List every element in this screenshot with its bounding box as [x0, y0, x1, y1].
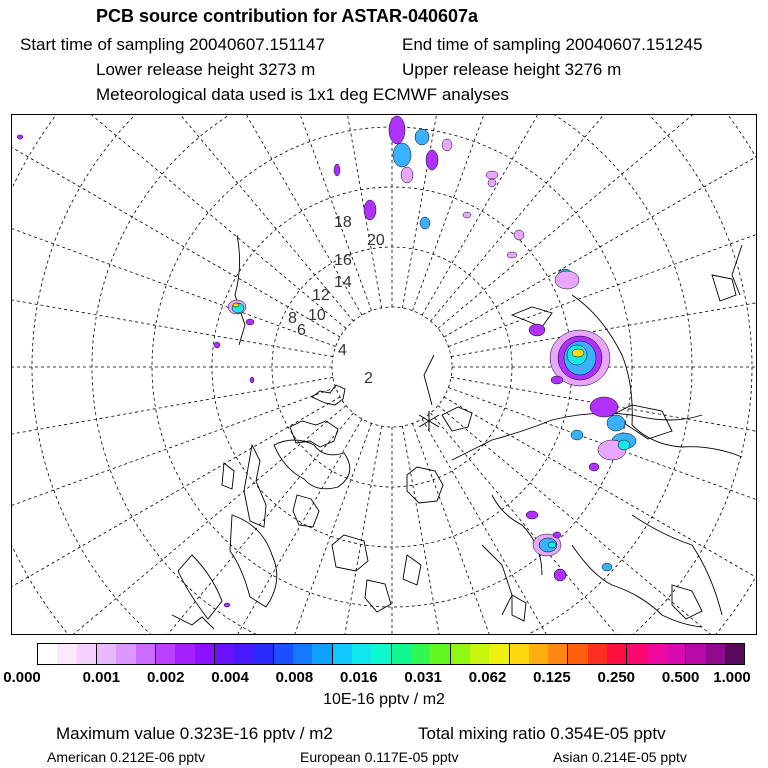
plume-blob — [607, 415, 625, 431]
plume-blob — [442, 139, 452, 151]
color-legend-tick-label: 0.031 — [404, 669, 442, 686]
color-legend-tick-label: 0.125 — [533, 669, 571, 686]
color-legend-swatch — [234, 644, 253, 664]
color-legend-swatch — [666, 644, 686, 664]
plume-blob — [224, 603, 230, 607]
plume-blob — [426, 150, 438, 170]
color-legend-swatch — [175, 644, 194, 664]
color-legend-tick-label: 0.004 — [211, 669, 249, 686]
end-time-label: End time of sampling 20040607.151245 — [402, 35, 703, 54]
plume-blob — [548, 542, 556, 548]
color-legend-swatch — [489, 644, 509, 664]
color-legend-swatch — [607, 644, 627, 664]
plume-blob — [572, 349, 584, 357]
color-legend-swatch — [706, 644, 725, 664]
plume-blob — [514, 230, 524, 240]
color-legend-tick-label: 0.500 — [661, 669, 700, 686]
plume-blob — [551, 376, 563, 384]
plume-blob — [488, 179, 496, 187]
contour-label: 20 — [367, 232, 385, 249]
color-legend-bar — [37, 643, 745, 665]
north-pole-marker — [419, 411, 439, 431]
color-legend-swatch — [57, 644, 76, 664]
color-legend-swatch — [136, 644, 156, 664]
color-legend-swatch — [116, 644, 135, 664]
plume-blob — [389, 116, 405, 144]
color-legend-swatch — [529, 644, 548, 664]
plume-blob — [401, 167, 413, 183]
color-legend-swatch — [392, 644, 411, 664]
color-legend-tick-label: 0.001 — [82, 669, 121, 686]
maximum-value-label: Maximum value 0.323E-16 pptv / m2 — [56, 724, 333, 743]
color-legend-tick-label: 1.000 — [713, 669, 751, 686]
color-legend-swatch — [548, 644, 568, 664]
color-legend-tick-label: 0.250 — [597, 669, 636, 686]
color-legend-swatch — [333, 644, 352, 664]
plume-blob — [553, 532, 561, 538]
plume-blob — [590, 397, 618, 417]
plume-blob — [571, 430, 583, 440]
color-legend-swatch — [274, 644, 293, 664]
color-legend-swatch — [38, 644, 57, 664]
color-legend-swatch — [352, 644, 371, 664]
color-legend-swatch — [568, 644, 587, 664]
color-legend-swatch — [371, 644, 391, 664]
plume-blob — [555, 271, 579, 289]
european-contribution: European 0.117E-05 pptv — [300, 749, 459, 765]
color-legend-swatch — [77, 644, 97, 664]
color-legend-tick-label: 0.016 — [340, 669, 378, 686]
plume-blob — [420, 217, 430, 229]
plume-blob — [250, 377, 254, 383]
color-legend-units: 10E-16 pptv / m2 — [323, 691, 445, 708]
asian-contribution: Asian 0.214E-05 pptv — [553, 749, 687, 765]
color-legend-tick-label: 0.008 — [275, 669, 314, 686]
american-contribution: American 0.212E-06 pptv — [47, 749, 205, 765]
meteo-label: Meteorological data used is 1x1 deg ECMWF analyses — [96, 85, 509, 104]
contour-label: 14 — [334, 274, 352, 291]
color-legend-swatch — [97, 644, 116, 664]
contour-label: 6 — [297, 322, 306, 339]
color-legend-swatch — [195, 644, 215, 664]
plume-blob — [486, 171, 498, 179]
concentration-plume — [17, 116, 636, 607]
color-legend-swatch — [470, 644, 489, 664]
plume-blob — [526, 511, 538, 519]
plume-blob — [364, 200, 376, 220]
plume-blob — [602, 563, 612, 571]
plume-blob — [463, 212, 471, 218]
start-time-label: Start time of sampling 20040607.151147 — [20, 35, 325, 54]
color-legend-swatch — [510, 644, 529, 664]
color-legend-swatch — [627, 644, 646, 664]
color-legend-swatch — [215, 644, 234, 664]
color-legend-swatch — [588, 644, 607, 664]
plume-blob — [233, 303, 239, 307]
plume-blob — [246, 319, 254, 325]
contour-label: 16 — [334, 252, 352, 269]
polar-map — [11, 114, 757, 635]
total-mixing-ratio-label: Total mixing ratio 0.354E-05 pptv — [418, 724, 666, 743]
plume-blob — [415, 129, 429, 145]
plume-blob — [17, 135, 23, 139]
contour-label: 8 — [288, 310, 297, 327]
coastlines — [172, 235, 742, 629]
plume-blob — [618, 440, 630, 450]
color-legend-swatch — [411, 644, 430, 664]
contour-label: 10 — [308, 307, 326, 324]
plume-blob — [589, 463, 599, 471]
contour-label: 4 — [338, 342, 347, 359]
color-legend-swatch — [156, 644, 175, 664]
color-legend-swatch — [430, 644, 450, 664]
plume-blob — [507, 252, 517, 258]
color-legend-tick-label: 0.002 — [146, 669, 185, 686]
color-legend-swatch — [725, 644, 744, 664]
plume-blob — [554, 569, 566, 581]
color-legend-swatch — [312, 644, 332, 664]
contour-label: 18 — [334, 214, 352, 231]
plume-blob — [214, 342, 220, 348]
color-legend-swatch — [451, 644, 470, 664]
lat-lon-grid — [12, 115, 756, 634]
plume-blob — [393, 143, 411, 167]
contour-label: 2 — [364, 370, 373, 387]
plume-blob — [334, 164, 340, 176]
upper-height-label: Upper release height 3276 m — [402, 60, 622, 79]
color-legend-swatch — [647, 644, 666, 664]
color-legend-swatch — [293, 644, 312, 664]
color-legend-tick-label: 0.062 — [468, 669, 507, 686]
color-legend-tick-label: 0.000 — [3, 669, 41, 686]
color-legend-swatch — [253, 644, 273, 664]
lower-height-label: Lower release height 3273 m — [96, 60, 316, 79]
map-canvas — [12, 115, 756, 634]
color-legend-swatch — [686, 644, 705, 664]
plot-title: PCB source contribution for ASTAR-040607a — [96, 6, 479, 26]
plume-blob — [529, 324, 545, 336]
contour-label: 12 — [312, 287, 330, 304]
